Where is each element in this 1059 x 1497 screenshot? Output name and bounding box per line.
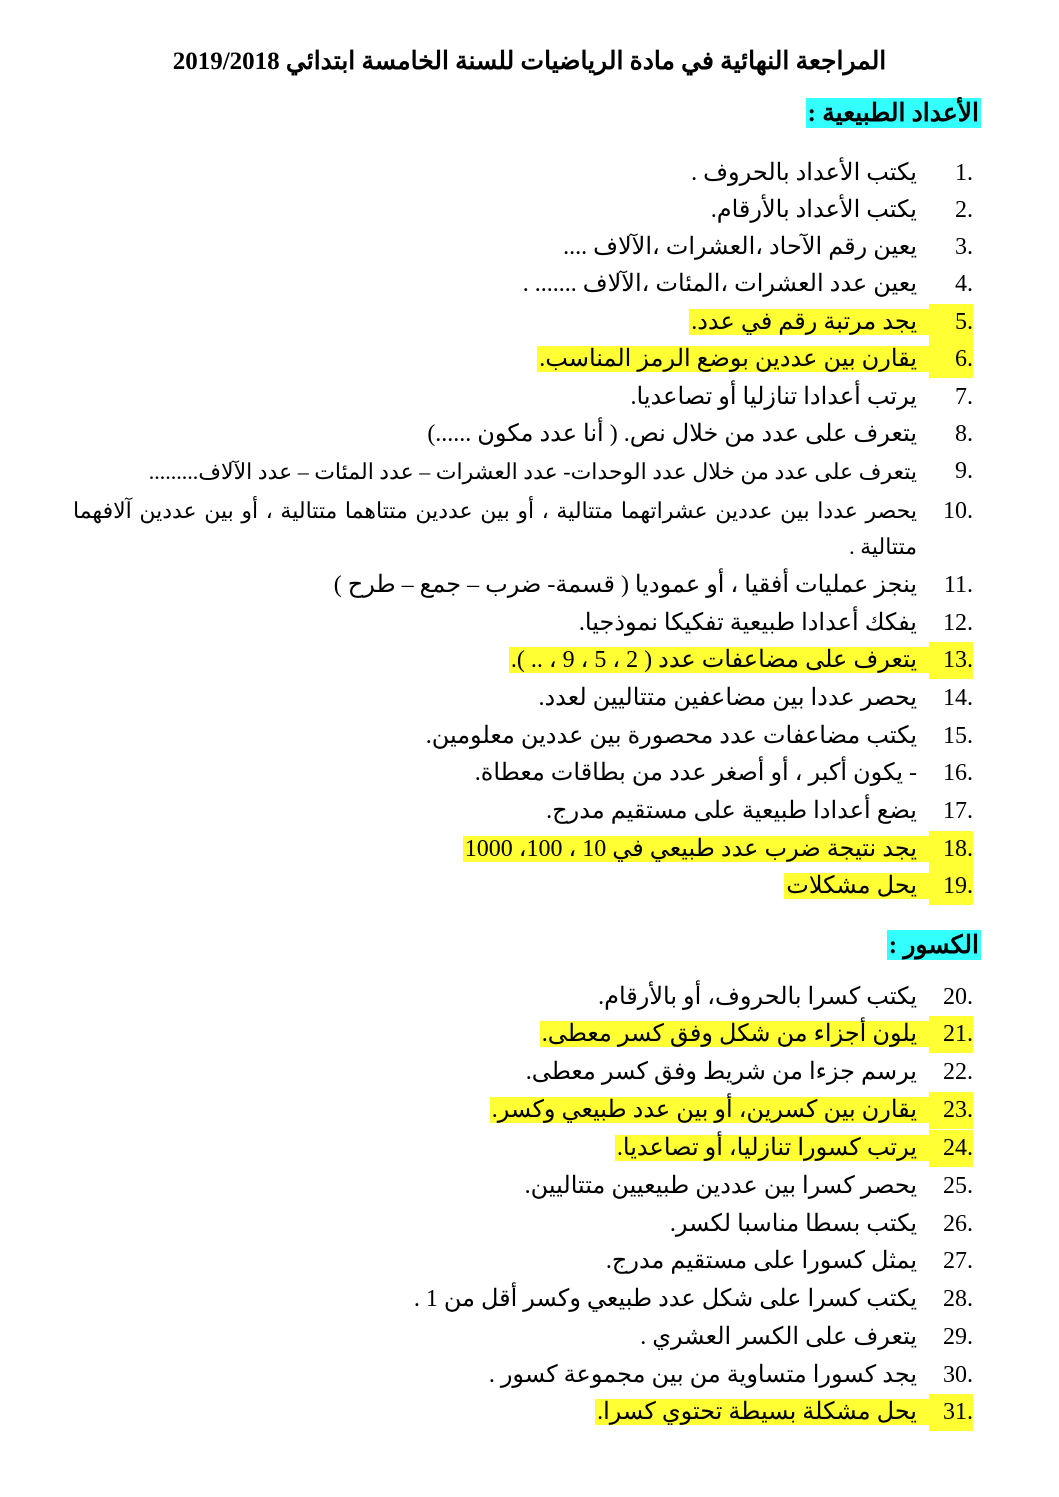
item-number: 25.	[943, 1173, 973, 1199]
item-text: يمثل كسورا على مستقيم مدرج.	[605, 1248, 917, 1274]
list-item	[73, 453, 973, 490]
list-item	[73, 304, 973, 341]
item-text: يتعرف على عدد من خلال نص. ( أنا عدد مكون ......)	[427, 421, 917, 447]
item-number: 31.	[929, 1394, 973, 1431]
item-number: 18.	[929, 831, 973, 868]
item-number: 26.	[943, 1211, 973, 1237]
list-item	[73, 868, 973, 905]
list-item	[73, 831, 973, 868]
item-text: يجد مرتبة رقم في عدد.	[689, 309, 929, 335]
item-number: 16.	[943, 760, 973, 786]
list-item	[73, 642, 973, 679]
list-item	[73, 1016, 973, 1053]
item-text: يحل مشكلة بسيطة تحتوي كسرا.	[595, 1399, 929, 1425]
item-number: 8.	[955, 421, 973, 447]
item-number: 12.	[943, 610, 973, 636]
list-item	[73, 1243, 973, 1280]
item-number: 22.	[943, 1059, 973, 1085]
list-item	[73, 605, 973, 642]
list-item	[73, 341, 973, 378]
list-item	[73, 1281, 973, 1318]
item-text: يضع أعدادا طبيعية على مستقيم مدرج.	[546, 798, 917, 824]
item-number: 24.	[929, 1130, 973, 1167]
item-number: 11.	[943, 572, 973, 598]
item-number: 13.	[929, 642, 973, 679]
item-text: يرسم جزءا من شريط وفق كسر معطى.	[525, 1059, 917, 1085]
item-number: 10.	[943, 498, 973, 524]
item-text: يتعرف على الكسر العشري .	[640, 1324, 917, 1350]
item-number: 28.	[943, 1286, 973, 1312]
item-number: 2.	[955, 197, 973, 223]
item-number: 7.	[955, 384, 973, 410]
item-text: يجد كسورا متساوية من بين مجموعة كسور .	[488, 1362, 917, 1388]
list-item	[73, 379, 973, 416]
item-number: 21.	[929, 1016, 973, 1053]
item-number: 23.	[929, 1092, 973, 1129]
item-text: يتعرف على مضاعفات عدد ( 2 ، 5 ، 9 ، .. ).	[509, 647, 929, 673]
item-text: يفكك أعدادا طبيعية تفكيكا نموذجيا.	[578, 610, 917, 636]
item-text: يتعرف على عدد من خلال عدد الوحدات- عدد العشرات – عدد المئات – عدد الآلاف.........	[148, 459, 917, 484]
list-item	[73, 416, 973, 453]
list-item	[73, 1130, 973, 1167]
list-item	[73, 755, 973, 792]
list-item	[73, 567, 973, 604]
item-number: 29.	[943, 1324, 973, 1350]
list-item	[73, 1206, 973, 1243]
item-text: يحصر كسرا بين عددين طبيعيين متتاليين.	[524, 1173, 917, 1199]
item-text: يجد نتيجة ضرب عدد طبيعي في 10 ، 100، 1000	[463, 836, 929, 862]
section-heading-fractions: الكسور :	[888, 932, 979, 959]
item-number: 1.	[955, 160, 973, 186]
list-item	[73, 1168, 973, 1205]
list-item	[73, 1054, 973, 1091]
item-text: يلون أجزاء من شكل وفق كسر معطى.	[540, 1021, 929, 1047]
list-item	[73, 493, 973, 565]
list-item	[73, 155, 973, 192]
document-title: المراجعة النهائية في مادة الرياضيات للسنة الخامسة ابتدائي 2019/2018	[172, 48, 887, 75]
item-text: - يكون أكبر ، أو أصغر عدد من بطاقات معطاة.	[474, 760, 917, 786]
item-text: يكتب كسرا على شكل عدد طبيعي وكسر أقل من 1 .	[413, 1286, 917, 1312]
item-number: 15.	[943, 723, 973, 749]
item-number: 3.	[955, 234, 973, 260]
list-item	[73, 793, 973, 830]
list-item	[73, 266, 973, 303]
item-text: يكتب كسرا بالحروف، أو بالأرقام.	[598, 984, 917, 1010]
item-text: يكتب بسطا مناسبا لكسر.	[669, 1211, 917, 1237]
item-text: يكتب مضاعفات عدد محصورة بين عددين معلومين.	[425, 723, 917, 749]
list-item	[73, 979, 973, 1016]
item-number: 4.	[955, 271, 973, 297]
item-number: 19.	[929, 868, 973, 905]
section-heading-natural-numbers: الأعداد الطبيعية :	[807, 100, 979, 127]
item-number: 6.	[929, 341, 973, 378]
item-text: يحل مشكلات	[784, 873, 929, 899]
item-number: 20.	[943, 984, 973, 1010]
item-text: يحصر عددا بين مضاعفين متتاليين لعدد.	[538, 685, 917, 711]
item-number: 5.	[929, 304, 973, 341]
item-number: 17.	[943, 798, 973, 824]
item-text: يعين رقم الآحاد ،العشرات ،الآلاف ....	[563, 234, 917, 260]
item-number: 14.	[943, 685, 973, 711]
item-text: يقارن بين عددين بوضع الرمز المناسب.	[537, 346, 929, 372]
item-text: يرتب أعدادا تنازليا أو تصاعديا.	[630, 384, 917, 410]
list-item	[73, 192, 973, 229]
item-text: يرتب كسورا تنازليا، أو تصاعديا.	[615, 1135, 929, 1161]
list-item	[73, 1394, 973, 1431]
list-item	[73, 718, 973, 755]
list-item	[73, 1092, 973, 1129]
item-text: ينجز عمليات أفقيا ، أو عموديا ( قسمة- ضرب – جمع – طرح )	[333, 572, 917, 598]
item-text: يقارن بين كسرين، أو بين عدد طبيعي وكسر.	[490, 1097, 929, 1123]
list-item	[73, 680, 973, 717]
list-item	[73, 1357, 973, 1394]
list-item	[73, 229, 973, 266]
item-number: 30.	[943, 1362, 973, 1388]
item-text: يعين عدد العشرات ،المئات ،الآلاف ....... .	[522, 271, 917, 297]
item-number: 27.	[943, 1248, 973, 1274]
item-number: 9.	[955, 458, 973, 484]
item-text: يكتب الأعداد بالحروف .	[691, 160, 917, 186]
item-text: يحصر عددا بين عددين عشراتهما متتالية ، أو بين عددين متتاهما متتالية ، أو بين عددين آلافهما متتالية .	[73, 498, 917, 559]
list-item	[73, 1319, 973, 1356]
item-text: يكتب الأعداد بالأرقام.	[710, 197, 917, 223]
